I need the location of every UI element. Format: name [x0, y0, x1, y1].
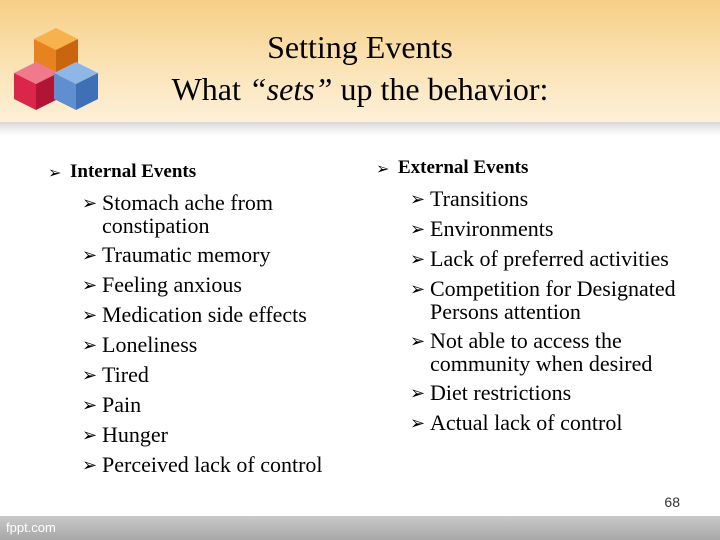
list-item-text: Tired: [102, 362, 149, 387]
internal-events-list: [82, 191, 368, 477]
internal-events-column: [48, 160, 368, 483]
arrow-bullet-icon: ➢: [410, 413, 426, 434]
arrow-bullet-icon: ➢: [48, 163, 62, 182]
external-events-heading: External Events: [398, 157, 529, 178]
title-line-1: Setting Events: [267, 29, 453, 65]
arrow-bullet-icon: ➢: [82, 305, 98, 326]
arrow-bullet-icon: ➢: [82, 425, 98, 446]
list-item-text: Diet restrictions: [430, 380, 572, 405]
arrow-bullet-icon: ➢: [376, 159, 390, 178]
internal-events-heading-row: [48, 160, 368, 185]
list-item-text: Perceived lack of control: [102, 452, 323, 477]
list-item: [82, 363, 368, 387]
external-events-column: [376, 156, 706, 441]
arrow-bullet-icon: ➢: [82, 455, 98, 476]
list-item: [82, 453, 368, 477]
title-emphasis: “sets”: [248, 71, 333, 107]
list-item-text: Lack of preferred activities: [430, 246, 669, 271]
arrow-bullet-icon: ➢: [82, 335, 98, 356]
list-item: [82, 303, 368, 327]
list-item: [82, 243, 368, 267]
list-item-text: Pain: [102, 392, 142, 417]
list-item: [410, 277, 706, 323]
list-item-text: Not able to access the community when desired: [430, 328, 653, 376]
title-line-2-pre: What: [171, 71, 249, 107]
list-item: [410, 247, 706, 271]
list-item-text: Feeling anxious: [102, 272, 242, 297]
internal-events-heading: Internal Events: [70, 161, 197, 182]
list-item: [82, 393, 368, 417]
list-item: [82, 333, 368, 357]
page-number: 68: [664, 494, 680, 510]
list-item: [410, 217, 706, 241]
external-events-heading-row: [376, 156, 706, 181]
arrow-bullet-icon: ➢: [410, 249, 426, 270]
arrow-bullet-icon: ➢: [82, 275, 98, 296]
arrow-bullet-icon: ➢: [82, 395, 98, 416]
arrow-bullet-icon: ➢: [82, 365, 98, 386]
list-item: [410, 381, 706, 405]
list-item: [410, 187, 706, 211]
cubes-logo-icon: [8, 24, 104, 120]
list-item-text: Traumatic memory: [102, 242, 271, 267]
arrow-bullet-icon: ➢: [410, 383, 426, 404]
arrow-bullet-icon: ➢: [410, 189, 426, 210]
header-divider: [0, 122, 720, 136]
list-item-text: Environments: [430, 216, 554, 241]
arrow-bullet-icon: ➢: [410, 279, 426, 300]
list-item: [410, 411, 706, 435]
footer-brand: fppt.com: [6, 520, 56, 535]
list-item: [82, 273, 368, 297]
list-item: [82, 423, 368, 447]
list-item-text: Medication side effects: [102, 302, 307, 327]
arrow-bullet-icon: ➢: [82, 193, 98, 214]
list-item-text: Hunger: [102, 422, 168, 447]
list-item: [82, 191, 368, 237]
arrow-bullet-icon: ➢: [82, 245, 98, 266]
list-item-text: Actual lack of control: [430, 410, 623, 435]
list-item-text: Loneliness: [102, 332, 198, 357]
arrow-bullet-icon: ➢: [410, 331, 426, 352]
list-item-text: Competition for Designated Persons attention: [430, 276, 676, 324]
arrow-bullet-icon: ➢: [410, 219, 426, 240]
slide-title: [120, 26, 600, 110]
list-item-text: Stomach ache from constipation: [102, 190, 274, 238]
title-line-2-post: up the behavior:: [332, 71, 549, 107]
footer-bar: [0, 516, 720, 540]
title-line-2: [120, 68, 600, 110]
list-item: [410, 329, 706, 375]
list-item-text: Transitions: [430, 186, 529, 211]
external-events-list: [410, 187, 706, 435]
